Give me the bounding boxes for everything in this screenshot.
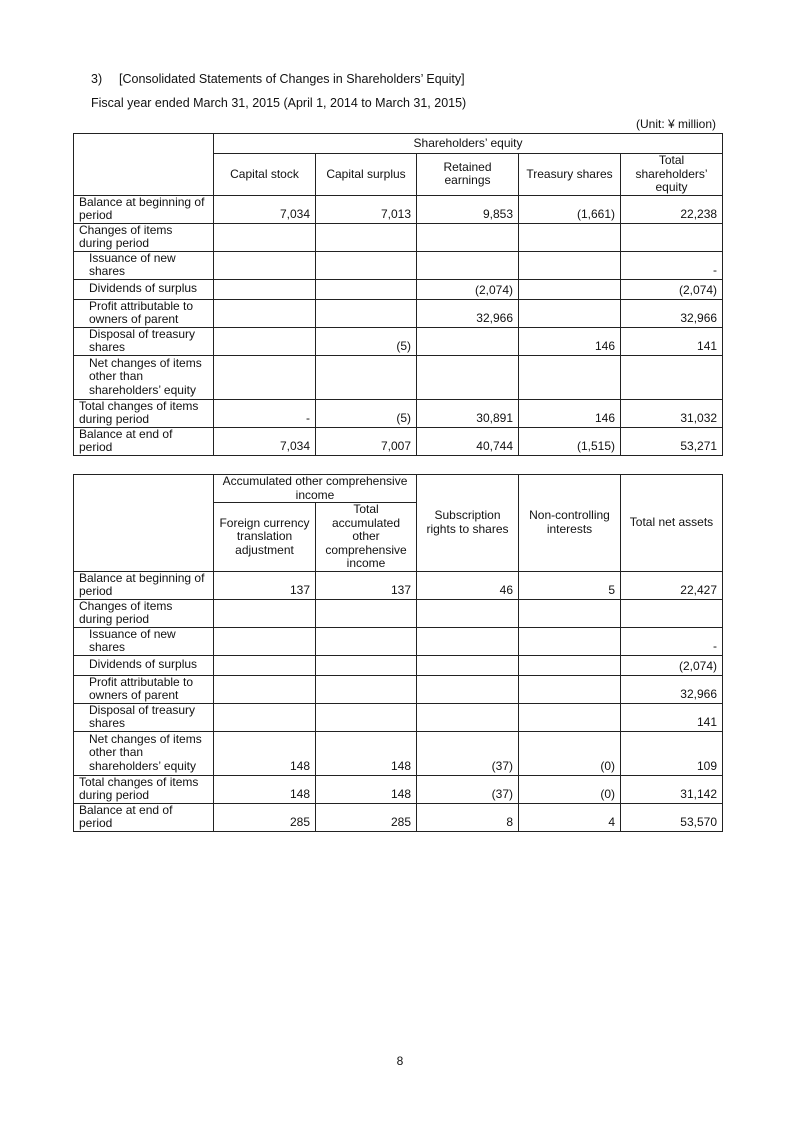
row-label: Changes of items during period [74,223,214,251]
value-cell [417,703,519,731]
value-cell: (1,661) [519,195,621,223]
value-cell: 141 [621,703,723,731]
value-cell: 109 [621,731,723,775]
value-cell [214,223,316,251]
value-cell [214,675,316,703]
table-row [74,427,723,455]
value-cell [417,675,519,703]
table-row [74,599,723,627]
table-row [74,327,723,355]
value-cell [316,599,417,627]
row-label: Balance at beginning of period [74,571,214,599]
value-cell [214,703,316,731]
unit-note: (Unit: ¥ million) [635,117,716,131]
value-cell: (0) [519,731,621,775]
table-row [74,675,723,703]
row-label: Net changes of items other than shareholders’ equity [74,731,214,775]
row-label: Dividends of surplus [74,655,214,675]
value-cell [417,327,519,355]
value-cell [316,223,417,251]
value-cell [519,355,621,399]
value-cell [417,599,519,627]
row-label: Dividends of surplus [74,279,214,299]
value-cell [519,223,621,251]
value-cell [214,355,316,399]
table-row [74,251,723,279]
row-label: Total changes of items during period [74,775,214,803]
value-cell [519,675,621,703]
value-cell [214,655,316,675]
column-header: Total net assets [621,475,723,572]
value-cell: 141 [621,327,723,355]
value-cell [316,299,417,327]
table-row [74,223,723,251]
value-cell: - [621,627,723,655]
value-cell [519,299,621,327]
value-cell: 5 [519,571,621,599]
value-cell [214,299,316,327]
value-cell: 9,853 [417,195,519,223]
value-cell: 8 [417,803,519,831]
value-cell: - [621,251,723,279]
value-cell [417,223,519,251]
value-cell [519,703,621,731]
value-cell [519,251,621,279]
value-cell: 22,427 [621,571,723,599]
value-cell [621,223,723,251]
row-label: Net changes of items other than shareholders’ equity [74,355,214,399]
table-row [74,279,723,299]
value-cell [214,279,316,299]
value-cell [214,251,316,279]
value-cell [519,627,621,655]
value-cell: 148 [316,731,417,775]
value-cell [519,599,621,627]
value-cell: 7,034 [214,195,316,223]
row-label: Balance at end of period [74,803,214,831]
column-header: Capital surplus [316,154,417,196]
row-label: Total changes of items during period [74,399,214,427]
value-cell: 137 [214,571,316,599]
column-header: Capital stock [214,154,316,196]
value-cell: 148 [214,731,316,775]
value-cell [621,355,723,399]
value-cell: 32,966 [417,299,519,327]
value-cell [519,279,621,299]
value-cell [316,355,417,399]
value-cell [417,655,519,675]
value-cell: 22,238 [621,195,723,223]
value-cell: 7,007 [316,427,417,455]
row-label: Disposal of treasury shares [74,327,214,355]
value-cell: - [214,399,316,427]
value-cell: 32,966 [621,675,723,703]
table-row [74,571,723,599]
value-cell [214,599,316,627]
column-header: Foreign currency translation adjustment [214,503,316,572]
value-cell: (1,515) [519,427,621,455]
value-cell: 285 [316,803,417,831]
corner-cell [74,134,214,196]
row-label: Issuance of new shares [74,251,214,279]
row-label: Profit attributable to owners of parent [74,675,214,703]
value-cell [519,655,621,675]
column-header: Total shareholders’ equity [621,154,723,196]
row-label: Balance at beginning of period [74,195,214,223]
page-number: 8 [396,1054,404,1068]
group-header: Accumulated other comprehensive income [214,475,417,503]
row-label: Balance at end of period [74,427,214,455]
value-cell: 46 [417,571,519,599]
value-cell [316,279,417,299]
value-cell: 31,032 [621,399,723,427]
value-cell [214,327,316,355]
value-cell: 4 [519,803,621,831]
value-cell: 53,570 [621,803,723,831]
row-label: Issuance of new shares [74,627,214,655]
value-cell: 285 [214,803,316,831]
column-header: Retained earnings [417,154,519,196]
section-title: [Consolidated Statements of Changes in Shareholders’ Equity] [119,72,465,86]
table-row [74,399,723,427]
row-label: Changes of items during period [74,599,214,627]
section-number: 3) [91,72,103,86]
value-cell [417,355,519,399]
value-cell [316,703,417,731]
value-cell [316,655,417,675]
value-cell [316,675,417,703]
value-cell: (5) [316,327,417,355]
table-row [74,775,723,803]
value-cell: (37) [417,731,519,775]
value-cell: 146 [519,399,621,427]
value-cell [417,627,519,655]
table-row [74,803,723,831]
fiscal-period: Fiscal year ended March 31, 2015 (April 1, 2014 to March 31, 2015) [91,96,467,110]
section-heading [91,72,465,87]
value-cell [316,251,417,279]
value-cell: (2,074) [417,279,519,299]
value-cell: 31,142 [621,775,723,803]
table-row [74,299,723,327]
column-header: Treasury shares [519,154,621,196]
group-header: Shareholders’ equity [214,134,723,154]
other-equity-table [73,474,723,832]
value-cell: 53,271 [621,427,723,455]
value-cell: 146 [519,327,621,355]
value-cell: (0) [519,775,621,803]
corner-cell [74,475,214,572]
value-cell: (2,074) [621,655,723,675]
value-cell: 40,744 [417,427,519,455]
table-row [74,703,723,731]
value-cell [214,627,316,655]
value-cell [316,627,417,655]
row-label: Disposal of treasury shares [74,703,214,731]
value-cell: 137 [316,571,417,599]
table-row [74,195,723,223]
table-row [74,355,723,399]
value-cell: 148 [214,775,316,803]
value-cell [621,599,723,627]
shareholders-equity-table [73,133,723,456]
value-cell: 7,013 [316,195,417,223]
value-cell: 148 [316,775,417,803]
value-cell: (2,074) [621,279,723,299]
value-cell: 30,891 [417,399,519,427]
column-header: Total accumulated other comprehensive income [316,503,417,572]
value-cell: 32,966 [621,299,723,327]
value-cell: 7,034 [214,427,316,455]
value-cell: (5) [316,399,417,427]
column-header: Non-controlling interests [519,475,621,572]
value-cell: (37) [417,775,519,803]
value-cell [417,251,519,279]
column-header: Subscription rights to shares [417,475,519,572]
table-row [74,655,723,675]
table-row [74,731,723,775]
row-label: Profit attributable to owners of parent [74,299,214,327]
table-row [74,627,723,655]
